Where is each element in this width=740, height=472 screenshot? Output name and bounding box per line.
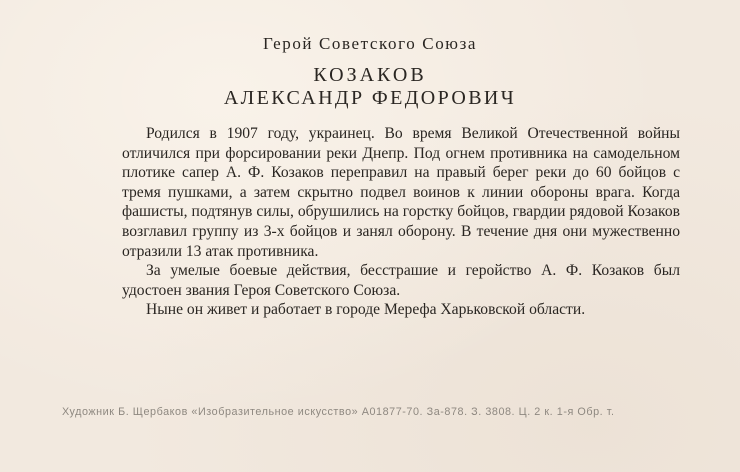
biography-paragraph-3: Ныне он живет и работает в городе Мерефа Харьковской области. <box>146 301 586 319</box>
biography-paragraph-2: За умелые боевые действия, бесстрашие и геройство А. Ф. Козаков был удостоен звания Героя Советского Союза. <box>122 262 680 299</box>
hero-title: Герой Советского Союза <box>262 34 478 53</box>
biography-paragraph-1: Родился в 1907 году, украинец. Во время Великой Отечественной войны отличился при форсировании реки Днепр. Под огнем противника на самодельном плотике сапер А. Ф. Козаков переправил на правый берег реки до 60 бойцов с тремя пушками, а затем скрытно подвел воинов к линии обороны врага. Когда фашисты, подтянув силы, обрушились на горстку бойцов, гвардии рядовой Козаков возглавил группу из 3-х бойцов и занял оборону. В течение дня они мужественно отразили 13 атак противника. <box>122 125 680 260</box>
publisher-imprint: Художник Б. Щербаков «Изобразительное искусство» А01877-70. За-878. З. 3808. Ц. 2 к. 1-я Обр. т. <box>62 406 615 418</box>
biography-text <box>122 124 680 320</box>
hero-full-name: АЛЕКСАНДР ФЕДОРОВИЧ <box>223 87 517 109</box>
hero-surname: КОЗАКОВ <box>313 64 427 86</box>
